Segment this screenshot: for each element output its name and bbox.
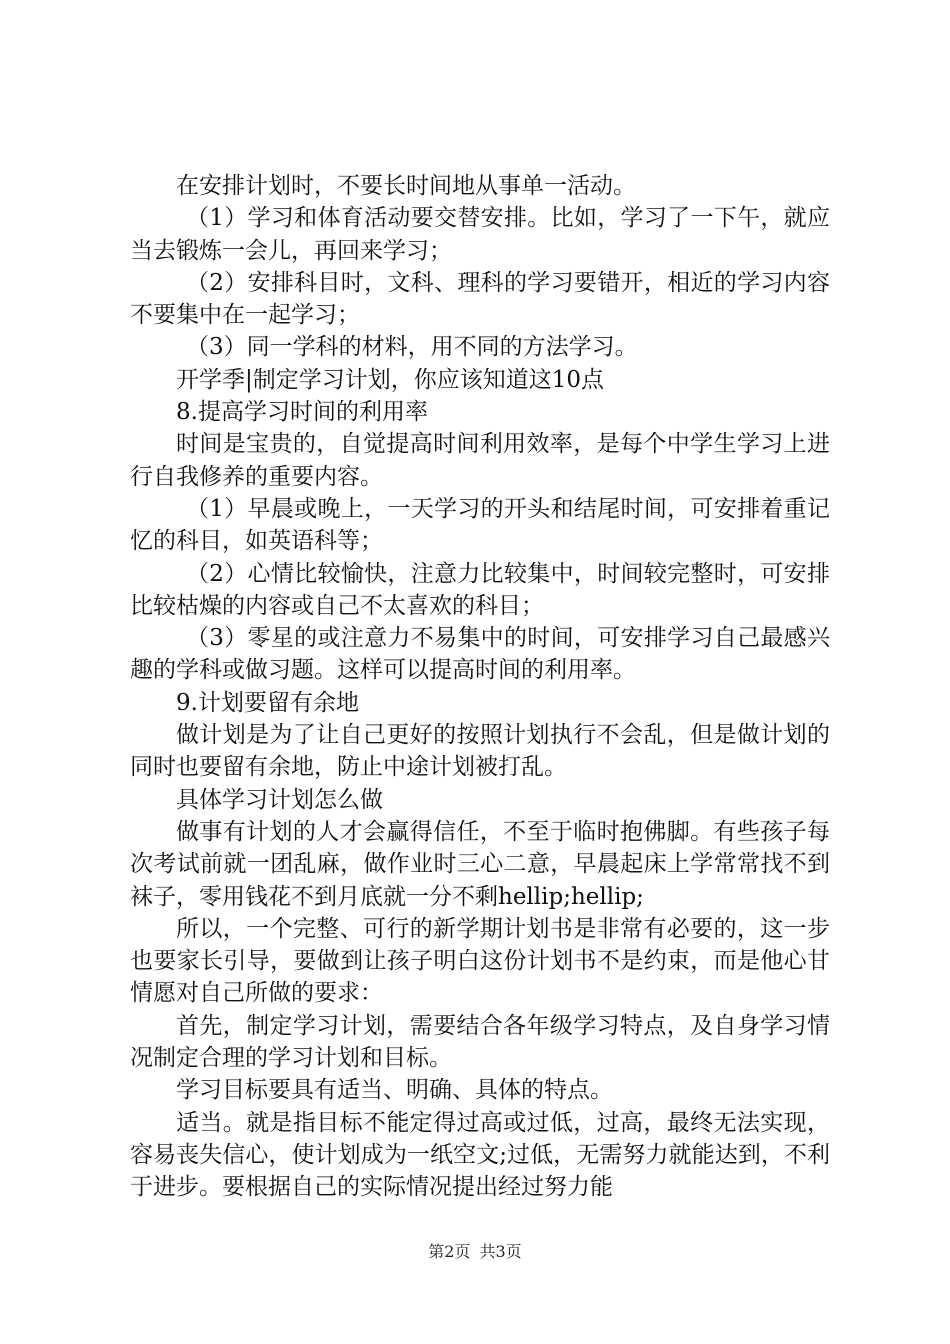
paragraph: （3）零星的或注意力不易集中的时间，可安排学习自己最感兴趣的学科或做习题。这样可以提高时间的利用率。: [130, 625, 830, 684]
document-body: [130, 170, 830, 1204]
paragraph: （2）心情比较愉快，注意力比较集中，时间较完整时，可安排比较枯燥的内容或自己不太喜欢的科目；: [130, 560, 830, 619]
paragraph: 做计划是为了让自己更好的按照计划执行不会乱，但是做计划的同时也要留有余地，防止中途计划被打乱。: [130, 722, 830, 781]
section-heading: 具体学习计划怎么做: [176, 786, 383, 813]
paragraph: （1）早晨或晚上，一天学习的开头和结尾时间，可安排着重记忆的科目，如英语科等；: [130, 495, 830, 555]
paragraph: 学习目标要具有适当、明确、具体的特点。: [176, 1077, 613, 1104]
paragraph: （1）学习和体育活动要交替安排。比如，学习了一下午，就应当去锻炼一会儿，再回来学习；: [130, 205, 830, 264]
paragraph: 首先，制定学习计划，需要结合各年级学习特点，及自身学习情况制定合理的学习计划和目标。: [130, 1012, 830, 1072]
page-total: 共3页: [479, 1242, 522, 1261]
paragraph: （3）同一学科的材料，用不同的方法学习。: [186, 334, 638, 361]
paragraph: 开学季|制定学习计划，你应该知道这10点: [176, 366, 605, 393]
paragraph: 做事有计划的人才会赢得信任，不至于临时抱佛脚。有些孩子每次考试前就一团乱麻，做作业时三心二意，早晨起床上学常常找不到袜子，零用钱花不到月底就一分不剩hellip;hellip;: [130, 818, 830, 910]
section-heading: 9.计划要留有余地: [176, 689, 359, 716]
paragraph: 所以，一个完整、可行的新学期计划书是非常有必要的，这一步也要家长引导，要做到让孩子明白这份计划书不是约束，而是他心甘情愿对自己所做的要求：: [130, 915, 830, 1007]
paragraph: 适当。就是指目标不能定得过高或过低，过高，最终无法实现，容易丧失信心，使计划成为一纸空文;过低，无需努力就能达到，不利于进步。要根据自己的实际情况提出经过努力能: [130, 1109, 830, 1201]
paragraph: 时间是宝贵的，自觉提高时间利用效率，是每个中学生学习上进行自我修养的重要内容。: [130, 431, 830, 490]
section-heading: 8.提高学习时间的利用率: [176, 399, 428, 426]
page-footer: [0, 1242, 950, 1262]
paragraph: （2）安排科目时，文科、理科的学习要错开，相近的学习内容不要集中在一起学习；: [130, 269, 830, 329]
page-number: 第2页: [428, 1242, 471, 1261]
paragraph: 在安排计划时，不要长时间地从事单一活动。: [176, 173, 636, 199]
